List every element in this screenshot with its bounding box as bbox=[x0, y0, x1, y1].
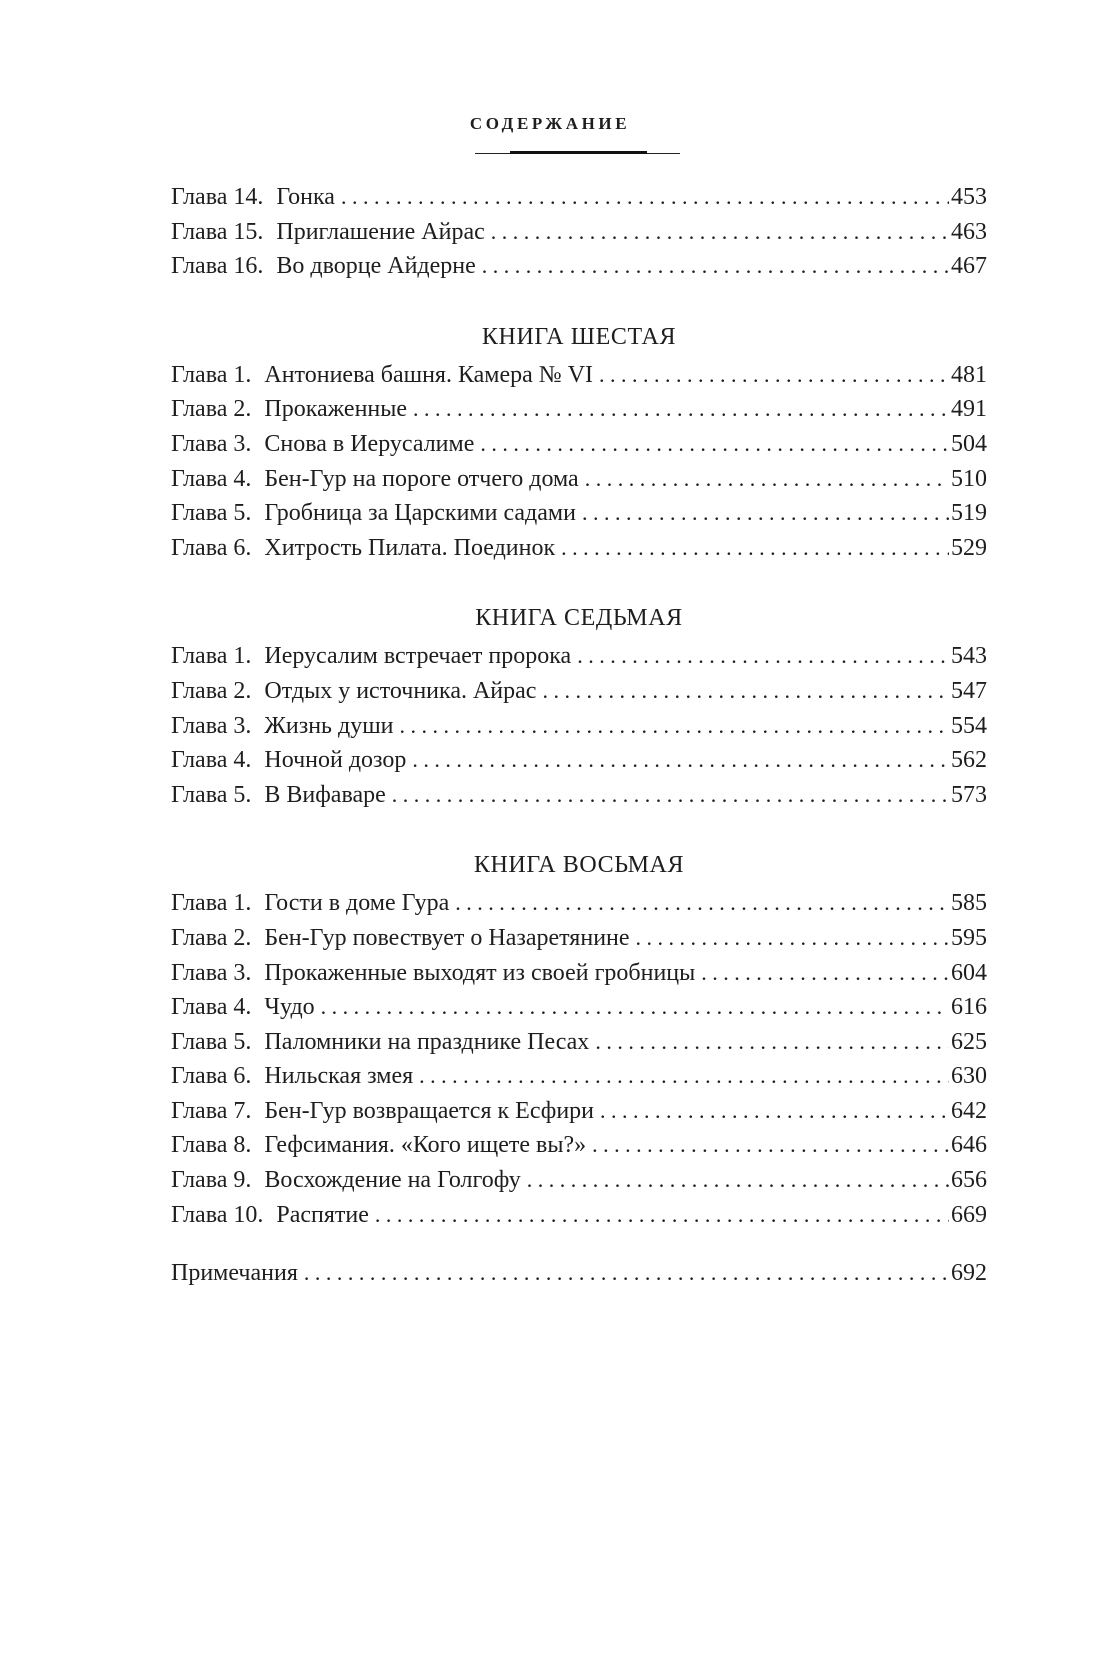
toc-entry[interactable] bbox=[171, 709, 987, 744]
book-heading: КНИГА ШЕСТАЯ bbox=[481, 323, 677, 350]
chapter-number: Глава 14. bbox=[171, 184, 264, 210]
chapter-number: Глава 16. bbox=[171, 253, 264, 280]
dot-leader bbox=[400, 709, 949, 744]
chapter-title: Гефсимания. «Кого ищете вы?» bbox=[264, 1132, 587, 1159]
page-number: 642 bbox=[951, 1097, 987, 1124]
page-number: 504 bbox=[951, 430, 987, 457]
page-number: 453 bbox=[951, 184, 987, 210]
chapter-title: Жизнь души bbox=[264, 712, 394, 739]
chapter-title: Прокаженные выходят из своей гробницы bbox=[264, 959, 696, 986]
chapter-title: Ночной дозор bbox=[264, 747, 407, 774]
toc-entry[interactable] bbox=[171, 215, 987, 250]
chapter-title: Восхождение на Голгофу bbox=[264, 1167, 521, 1194]
chapter-title: Иерусалим встречает пророка bbox=[264, 643, 572, 670]
toc-entry[interactable] bbox=[171, 462, 987, 497]
toc-entry[interactable] bbox=[171, 1059, 987, 1094]
chapter-title: Прокаженные bbox=[264, 396, 408, 423]
chapter-title: Нильская змея bbox=[264, 1063, 414, 1090]
toc-entry[interactable] bbox=[171, 1094, 987, 1129]
page-title: СОДЕРЖАНИЕ bbox=[469, 114, 631, 133]
chapter-number: Глава 6. bbox=[171, 534, 252, 561]
chapter-title: Антониева башня. Камера № VI bbox=[264, 361, 594, 388]
notes-title: Примечания bbox=[171, 1260, 298, 1287]
chapter-number: Глава 5. bbox=[171, 1028, 252, 1055]
toc-section bbox=[171, 320, 987, 566]
chapter-number: Глава 1. bbox=[171, 643, 252, 670]
book-heading: КНИГА ВОСЬМАЯ bbox=[473, 852, 685, 879]
toc-entry[interactable] bbox=[171, 1198, 987, 1233]
chapter-number: Глава 2. bbox=[171, 396, 252, 423]
chapter-title: Гробница за Царскими садами bbox=[264, 500, 576, 527]
toc-section bbox=[171, 180, 987, 284]
toc-entry-notes[interactable] bbox=[171, 1256, 987, 1291]
page-number: 543 bbox=[951, 643, 987, 670]
toc-section bbox=[171, 601, 987, 812]
book-heading: КНИГА СЕДЬМАЯ bbox=[475, 605, 683, 632]
chapter-number: Глава 4. bbox=[171, 465, 252, 492]
page-number: 562 bbox=[951, 747, 987, 774]
toc-entry[interactable] bbox=[171, 886, 987, 921]
toc-entry[interactable] bbox=[171, 956, 987, 991]
dot-leader bbox=[600, 1094, 949, 1129]
toc-entry[interactable] bbox=[171, 1128, 987, 1163]
dot-leader bbox=[412, 743, 949, 778]
chapter-title: Бен-Гур на пороге отчего дома bbox=[264, 465, 579, 492]
toc-entry[interactable] bbox=[171, 1163, 987, 1198]
toc-entry[interactable] bbox=[171, 392, 987, 427]
chapter-number: Глава 1. bbox=[171, 361, 252, 388]
chapter-title: Приглашение Айрас bbox=[276, 218, 485, 245]
page-number: 595 bbox=[951, 924, 987, 951]
dot-leader bbox=[595, 1025, 949, 1060]
chapter-title: Распятие bbox=[276, 1201, 369, 1228]
toc-entry[interactable] bbox=[171, 743, 987, 778]
page-number: 630 bbox=[951, 1063, 987, 1090]
toc-entry[interactable] bbox=[171, 531, 987, 566]
chapter-number: Глава 4. bbox=[171, 747, 252, 774]
chapter-title: Гонка bbox=[276, 184, 335, 210]
dot-leader bbox=[413, 392, 949, 427]
dot-leader bbox=[701, 956, 949, 991]
dot-leader bbox=[582, 496, 949, 531]
dot-leader bbox=[561, 531, 949, 566]
dot-leader bbox=[577, 639, 949, 674]
chapter-title: Бен-Гур возвращается к Есфири bbox=[264, 1097, 594, 1124]
dot-leader bbox=[491, 215, 949, 250]
dot-leader bbox=[542, 674, 949, 709]
page-number: 529 bbox=[951, 534, 987, 561]
toc-entry[interactable] bbox=[171, 674, 987, 709]
dot-leader bbox=[304, 1256, 949, 1291]
chapter-number: Глава 3. bbox=[171, 959, 252, 986]
toc-entry[interactable] bbox=[171, 496, 987, 531]
page-header bbox=[0, 114, 1100, 134]
dot-leader bbox=[455, 886, 949, 921]
table-of-contents bbox=[171, 180, 987, 1291]
page-number: 692 bbox=[951, 1260, 987, 1287]
dot-leader bbox=[480, 427, 949, 462]
chapter-title: Во дворце Айдерне bbox=[276, 253, 476, 280]
dot-leader bbox=[585, 462, 949, 497]
chapter-number: Глава 3. bbox=[171, 712, 252, 739]
dot-leader bbox=[341, 180, 949, 215]
page-number: 547 bbox=[951, 677, 987, 704]
chapter-number: Глава 10. bbox=[171, 1201, 264, 1228]
page-number: 463 bbox=[951, 218, 987, 245]
toc-entry[interactable] bbox=[171, 180, 987, 215]
chapter-number: Глава 3. bbox=[171, 430, 252, 457]
chapter-number: Глава 15. bbox=[171, 218, 264, 245]
dot-leader bbox=[321, 990, 949, 1025]
dot-leader bbox=[527, 1163, 949, 1198]
chapter-number: Глава 2. bbox=[171, 924, 252, 951]
chapter-title: Бен-Гур повествует о Назаретянине bbox=[264, 924, 630, 951]
header-rule-accent bbox=[510, 151, 647, 154]
chapter-number: Глава 7. bbox=[171, 1097, 252, 1124]
chapter-title: Отдых у источника. Айрас bbox=[264, 677, 537, 704]
toc-section bbox=[171, 848, 987, 1232]
section-gap bbox=[171, 1232, 987, 1256]
dot-leader bbox=[375, 1198, 949, 1233]
chapter-number: Глава 4. bbox=[171, 994, 252, 1021]
chapter-number: Глава 2. bbox=[171, 677, 252, 704]
toc-entry[interactable] bbox=[171, 249, 987, 284]
toc-entry[interactable] bbox=[171, 427, 987, 462]
toc-entry[interactable] bbox=[171, 639, 987, 674]
chapter-title: Снова в Иерусалиме bbox=[264, 430, 475, 457]
dot-leader bbox=[482, 249, 949, 284]
page-number: 491 bbox=[951, 396, 987, 423]
page-number: 604 bbox=[951, 959, 987, 986]
page-number: 669 bbox=[951, 1201, 987, 1228]
dot-leader bbox=[392, 778, 949, 813]
toc-entry[interactable] bbox=[171, 358, 987, 393]
chapter-title: В Вифаваре bbox=[264, 781, 386, 808]
toc-entry[interactable] bbox=[171, 990, 987, 1025]
chapter-number: Глава 1. bbox=[171, 890, 252, 917]
chapter-number: Глава 9. bbox=[171, 1167, 252, 1194]
dot-leader bbox=[419, 1059, 949, 1094]
toc-entry[interactable] bbox=[171, 921, 987, 956]
chapter-title: Хитрость Пилата. Поединок bbox=[264, 534, 556, 561]
chapter-number: Глава 5. bbox=[171, 500, 252, 527]
page-number: 510 bbox=[951, 465, 987, 492]
toc-entry[interactable] bbox=[171, 778, 987, 813]
dot-leader bbox=[636, 921, 949, 956]
chapter-title: Паломники на празднике Песах bbox=[264, 1028, 590, 1055]
chapter-title: Чудо bbox=[264, 994, 315, 1021]
page-number: 585 bbox=[951, 890, 987, 917]
page-number: 573 bbox=[951, 781, 987, 808]
page-number: 519 bbox=[951, 500, 987, 527]
page-number: 554 bbox=[951, 712, 987, 739]
dot-leader bbox=[592, 1128, 949, 1163]
chapter-number: Глава 5. bbox=[171, 781, 252, 808]
page-number: 656 bbox=[951, 1167, 987, 1194]
chapter-title: Гости в доме Гура bbox=[264, 890, 450, 917]
toc-entry[interactable] bbox=[171, 1025, 987, 1060]
chapter-number: Глава 6. bbox=[171, 1063, 252, 1090]
page-number: 625 bbox=[951, 1028, 987, 1055]
page-number: 646 bbox=[951, 1132, 987, 1159]
dot-leader bbox=[599, 358, 949, 393]
page-number: 467 bbox=[951, 253, 987, 280]
page-number: 616 bbox=[951, 994, 987, 1021]
chapter-number: Глава 8. bbox=[171, 1132, 252, 1159]
page-number: 481 bbox=[951, 361, 987, 388]
